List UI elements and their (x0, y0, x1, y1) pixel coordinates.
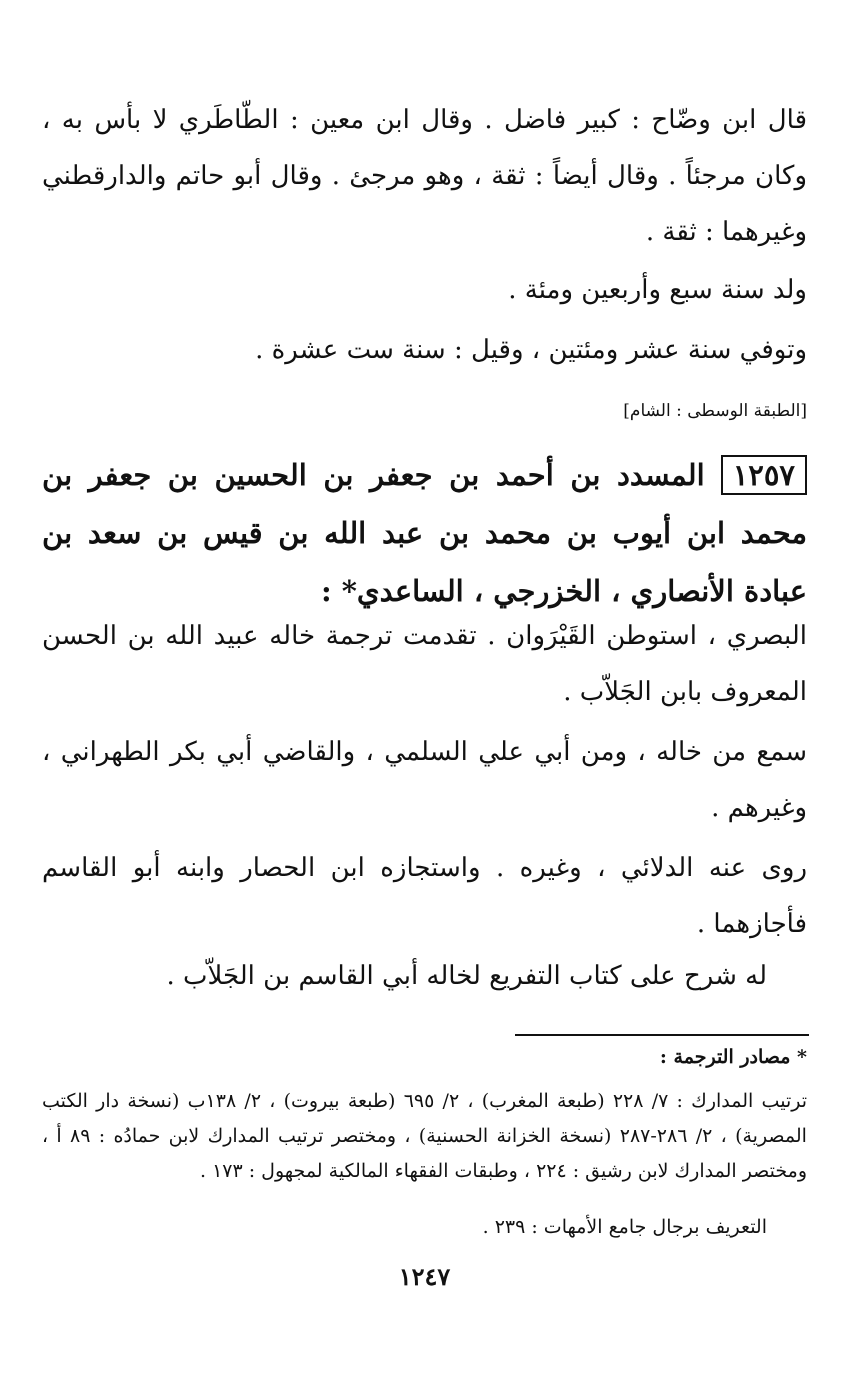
paragraph-origin: البصري ، استوطن القَيْرَوان . تقدمت ترجمة خاله عبيد الله بن الحسن المعروف بابن الجَلاّب . (42, 621, 807, 707)
footnote-divider (515, 1034, 809, 1036)
paragraph-students: روى عنه الدلائي ، وغيره . واستجازه ابن الحصار وابنه أبو القاسم فأجازهما . (42, 853, 807, 939)
paragraph-works: له شرح على كتاب التفريع لخاله أبي القاسم بن الجَلاّب . (166, 961, 767, 991)
paragraph-birth: ولد سنة سبع وأربعين ومئة . (508, 275, 807, 305)
footnote-title: * مصادر الترجمة : (659, 1046, 807, 1068)
entry-number-box: ١٢٥٧ (721, 455, 807, 495)
footnote-sources: ترتيب المدارك : ٧/ ٢٢٨ (طبعة المغرب) ، ٢/ ٦٩٥ (طبعة بيروت) ، ٢/ ١٣٨ب (نسخة دار الكتب المصرية) ، ٢/ ٢٨٦-٢٨٧ (نسخة الخزانة الحسنية) ، ومختصر ترتيب المدارك لابن حمادُه : ٨٩ أ ، ومختصر المدارك لابن رشيق : ٢٢٤ ، وطبقات الفقهاء المالكية لمجهول : ١٧٣ . (42, 1090, 808, 1182)
page-number: ١٢٤٧ (398, 1262, 451, 1291)
paragraph-narrators-opinions: قال ابن وضّاح : كبير فاضل . وقال ابن معين : الطّاطَري لا بأس به ، وكان مرجئاً . وقال أيضاً : ثقة ، وهو مرجئ . وقال أبو حاتم والدارقطني وغيرهما : ثقة . (42, 105, 807, 247)
paragraph-death: وتوفي سنة عشر ومئتين ، وقيل : سنة ست عشرة . (255, 335, 807, 365)
footnote-last-line: التعريف برجال جامع الأمهات : ٢٣٩ . (482, 1216, 767, 1238)
paragraph-teachers: سمع من خاله ، ومن أبي علي السلمي ، والقاضي أبي بكر الطهراني ، وغيرهم . (42, 737, 807, 823)
entry-heading-text: المسدد بن أحمد بن جعفر بن الحسين بن جعفر بن محمد ابن أيوب بن محمد بن عبد الله بن قيس بن سعد بن عبادة الأنصاري ، الخزرجي ، الساعدي* : (42, 458, 807, 608)
tabaqa-label: [الطبقة الوسطى : الشام] (623, 401, 807, 421)
entry-heading (42, 446, 807, 620)
